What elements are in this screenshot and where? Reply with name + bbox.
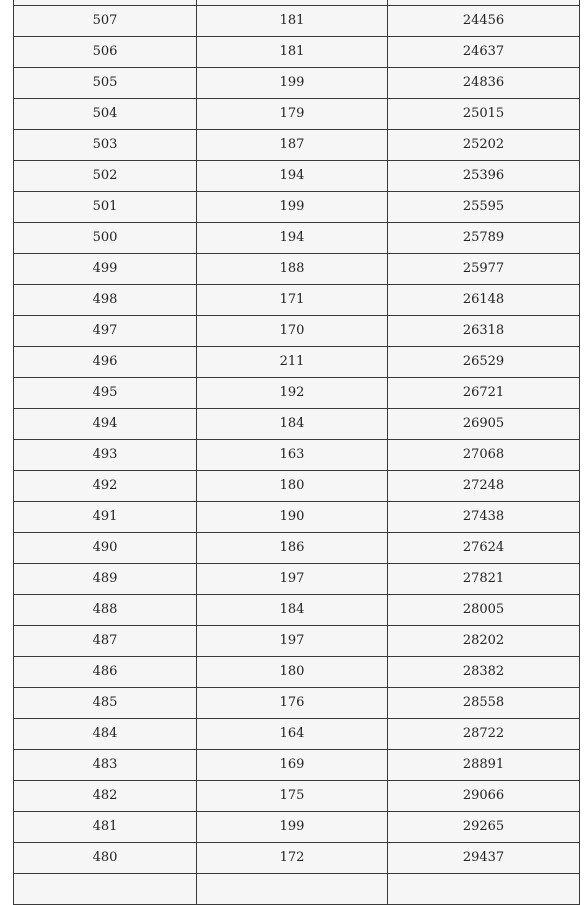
table-row (14, 223, 580, 254)
score-cell: 486 (14, 657, 197, 688)
score-table-container (13, 0, 579, 905)
count-cell: 190 (197, 502, 388, 533)
count-cell: 199 (197, 812, 388, 843)
score-cell: 485 (14, 688, 197, 719)
score-table (13, 0, 580, 905)
table-row (14, 564, 580, 595)
table-row (14, 192, 580, 223)
count-cell: 184 (197, 595, 388, 626)
table-row (14, 130, 580, 161)
table-row (14, 626, 580, 657)
score-cell: 494 (14, 409, 197, 440)
count-cell: 186 (197, 533, 388, 564)
cumulative-cell: 27821 (388, 564, 580, 595)
cumulative-cell: 24637 (388, 37, 580, 68)
table-row (14, 161, 580, 192)
count-cell: 181 (197, 6, 388, 37)
score-cell: 505 (14, 68, 197, 99)
count-cell: 192 (197, 378, 388, 409)
cumulative-cell (388, 874, 580, 905)
cumulative-cell: 26529 (388, 347, 580, 378)
score-table-body (14, 0, 580, 905)
table-row (14, 502, 580, 533)
count-cell (197, 874, 388, 905)
score-cell: 483 (14, 750, 197, 781)
table-row (14, 874, 580, 905)
table-row (14, 316, 580, 347)
score-cell: 492 (14, 471, 197, 502)
table-row (14, 750, 580, 781)
count-cell: 197 (197, 626, 388, 657)
count-cell: 194 (197, 161, 388, 192)
table-row (14, 254, 580, 285)
score-cell: 497 (14, 316, 197, 347)
cumulative-cell: 29265 (388, 812, 580, 843)
count-cell: 188 (197, 254, 388, 285)
score-cell: 481 (14, 812, 197, 843)
score-cell: 502 (14, 161, 197, 192)
score-cell: 487 (14, 626, 197, 657)
table-row (14, 812, 580, 843)
table-row (14, 533, 580, 564)
score-cell: 503 (14, 130, 197, 161)
cumulative-cell: 28891 (388, 750, 580, 781)
cumulative-cell: 26148 (388, 285, 580, 316)
cumulative-cell: 28722 (388, 719, 580, 750)
count-cell: 179 (197, 99, 388, 130)
table-row (14, 657, 580, 688)
cumulative-cell: 28382 (388, 657, 580, 688)
table-row (14, 688, 580, 719)
table-row (14, 781, 580, 812)
count-cell: 163 (197, 440, 388, 471)
count-cell: 197 (197, 564, 388, 595)
score-cell: 498 (14, 285, 197, 316)
score-cell: 484 (14, 719, 197, 750)
cumulative-cell: 26721 (388, 378, 580, 409)
score-cell: 489 (14, 564, 197, 595)
score-cell: 504 (14, 99, 197, 130)
count-cell: 187 (197, 130, 388, 161)
score-cell: 499 (14, 254, 197, 285)
count-cell: 180 (197, 471, 388, 502)
table-row (14, 378, 580, 409)
table-row (14, 471, 580, 502)
count-cell: 172 (197, 843, 388, 874)
cumulative-cell: 25977 (388, 254, 580, 285)
score-cell: 482 (14, 781, 197, 812)
score-cell: 500 (14, 223, 197, 254)
cumulative-cell: 25202 (388, 130, 580, 161)
cumulative-cell: 25015 (388, 99, 580, 130)
cumulative-cell: 28202 (388, 626, 580, 657)
count-cell: 164 (197, 719, 388, 750)
cumulative-cell: 29066 (388, 781, 580, 812)
count-cell: 180 (197, 657, 388, 688)
cumulative-cell: 27624 (388, 533, 580, 564)
score-cell: 506 (14, 37, 197, 68)
table-row (14, 440, 580, 471)
table-row (14, 595, 580, 626)
cumulative-cell: 29437 (388, 843, 580, 874)
score-cell: 488 (14, 595, 197, 626)
count-cell: 194 (197, 223, 388, 254)
cumulative-cell: 28558 (388, 688, 580, 719)
score-cell (14, 874, 197, 905)
table-row (14, 37, 580, 68)
count-cell: 176 (197, 688, 388, 719)
cumulative-cell: 24836 (388, 68, 580, 99)
count-cell: 181 (197, 37, 388, 68)
count-cell: 175 (197, 781, 388, 812)
score-cell: 480 (14, 843, 197, 874)
table-row (14, 719, 580, 750)
score-cell: 493 (14, 440, 197, 471)
cumulative-cell: 25396 (388, 161, 580, 192)
table-row (14, 409, 580, 440)
cumulative-cell: 28005 (388, 595, 580, 626)
table-row (14, 347, 580, 378)
score-cell: 490 (14, 533, 197, 564)
count-cell: 211 (197, 347, 388, 378)
score-cell: 496 (14, 347, 197, 378)
table-row (14, 285, 580, 316)
table-row (14, 6, 580, 37)
count-cell: 199 (197, 68, 388, 99)
cumulative-cell: 25789 (388, 223, 580, 254)
count-cell: 199 (197, 192, 388, 223)
count-cell: 171 (197, 285, 388, 316)
cumulative-cell: 24456 (388, 6, 580, 37)
table-row (14, 99, 580, 130)
count-cell: 170 (197, 316, 388, 347)
table-row (14, 843, 580, 874)
cumulative-cell: 27438 (388, 502, 580, 533)
cumulative-cell: 25595 (388, 192, 580, 223)
table-row (14, 68, 580, 99)
cumulative-cell: 26905 (388, 409, 580, 440)
count-cell: 184 (197, 409, 388, 440)
score-cell: 501 (14, 192, 197, 223)
score-cell: 491 (14, 502, 197, 533)
cumulative-cell: 26318 (388, 316, 580, 347)
count-cell: 169 (197, 750, 388, 781)
score-cell: 495 (14, 378, 197, 409)
cumulative-cell: 27068 (388, 440, 580, 471)
cumulative-cell: 27248 (388, 471, 580, 502)
score-cell: 507 (14, 6, 197, 37)
